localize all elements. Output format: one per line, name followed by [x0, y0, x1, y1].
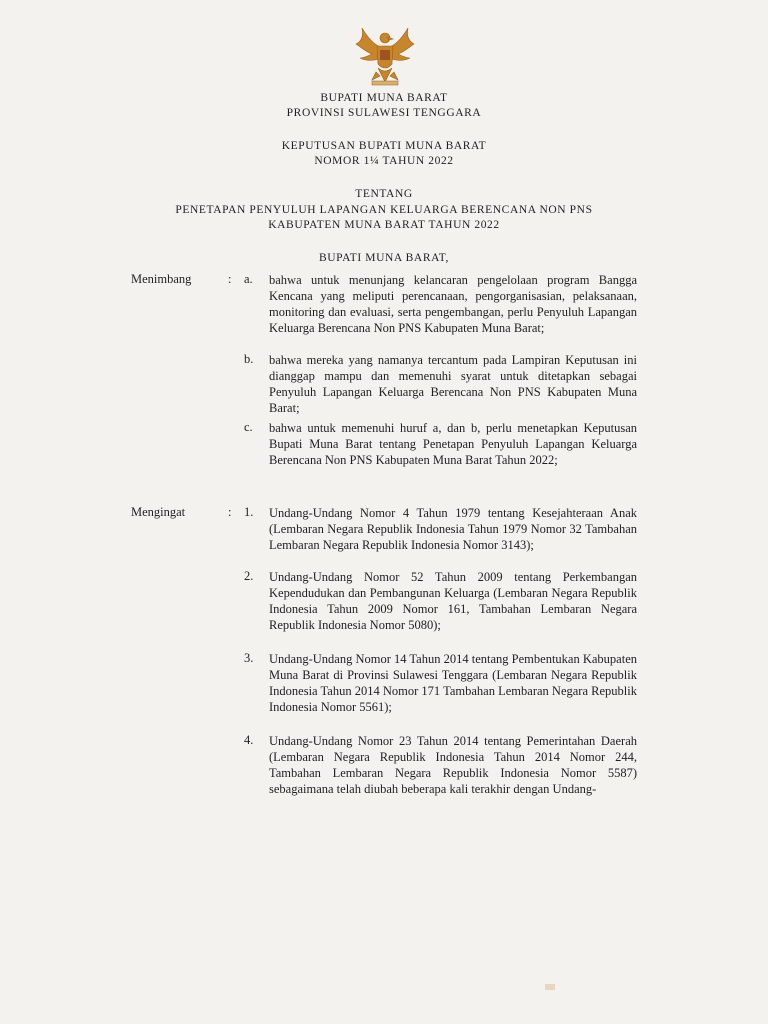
- mengingat-item-4-marker: 4.: [244, 733, 254, 747]
- menimbang-item-c-text: bahwa untuk memenuhi huruf a, dan b, perlu menetapkan Keputusan Bupati Muna Barat tentang Penetapan Penyuluh Lapangan Keluarga Berencana Non PNS Kabupaten Muna Barat Tahun 2022;: [269, 421, 637, 467]
- decree-number: NOMOR 1¼ TAHUN 2022: [314, 155, 454, 167]
- mengingat-item-4-text: Undang-Undang Nomor 23 Tahun 2014 tentang Pemerintahan Daerah (Lembaran Negara Republik Indonesia Tahun 2014 Nomor 244, Tambahan Lembaran Negara Republik Indonesia Nomor 5587) sebagaimana telah diubah beberapa kali terakhir dengan Undang-: [269, 734, 637, 796]
- menimbang-item-b-marker: b.: [244, 352, 254, 366]
- province-heading: PROVINSI SULAWESI TENGGARA: [286, 107, 482, 119]
- garuda-emblem-icon: [350, 24, 420, 88]
- menimbang-item-a-text: bahwa untuk menunjang kelancaran pengelolaan program Bangga Kencana yang meliputi perencanaan, pengorganisasian, pelaksanaan, monitoring dan evaluasi, serta pengembangan, perlu Penyuluh Lapangan Keluarga Berencana Non PNS Kabupaten Muna Barat;: [269, 273, 637, 335]
- menimbang-item-c-marker: c.: [244, 420, 253, 434]
- official-heading: BUPATI MUNA BARAT: [320, 92, 448, 104]
- decree-title: KEPUTUSAN BUPATI MUNA BARAT: [281, 140, 487, 152]
- menimbang-item-a-marker: a.: [244, 272, 253, 286]
- subject-line-1: PENETAPAN PENYULUH LAPANGAN KELUARGA BERENCANA NON PNS: [175, 204, 593, 216]
- mengingat-label: Mengingat: [131, 505, 186, 519]
- mengingat-colon: :: [228, 505, 232, 519]
- mengingat-item-3-text: Undang-Undang Nomor 14 Tahun 2014 tentang Pembentukan Kabupaten Muna Barat di Provinsi Sulawesi Tenggara (Lembaran Negara Republik Indonesia Tahun 2014 Nomor 171 Tambahan Lembaran Negara Republik Indonesia Nomor 5561);: [269, 652, 637, 714]
- scan-smudge: [545, 984, 555, 990]
- mengingat-item-1-text: Undang-Undang Nomor 4 Tahun 1979 tentang Kesejahteraan Anak (Lembaran Negara Republik Indonesia Tahun 1979 Nomor 32 Tambahan Lembaran Negara Republik Indonesia Nomor 3143);: [269, 506, 637, 552]
- menimbang-colon: :: [228, 272, 232, 286]
- subject-line-2: KABUPATEN MUNA BARAT TAHUN 2022: [268, 219, 500, 231]
- about-label: TENTANG: [355, 188, 413, 200]
- menimbang-item-b-text: bahwa mereka yang namanya tercantum pada Lampiran Keputusan ini dianggap mampu dan memenuhi syarat untuk ditetapkan sebagai Penyuluh Lapangan Keluarga Berencana Non PNS Kabupaten Muna Barat;: [269, 353, 637, 415]
- mengingat-item-1-marker: 1.: [244, 505, 254, 519]
- issuer-heading: BUPATI MUNA BARAT,: [319, 252, 449, 264]
- mengingat-item-3-marker: 3.: [244, 651, 254, 665]
- mengingat-item-2-marker: 2.: [244, 569, 254, 583]
- menimbang-label: Menimbang: [131, 272, 192, 286]
- mengingat-item-2-text: Undang-Undang Nomor 52 Tahun 2009 tentang Perkembangan Kependudukan dan Pembangunan Keluarga (Lembaran Negara Republik Indonesia Tahun 2009 Nomor 161, Tambahan Lembaran Negara Republik Indonesia Nomor 5080);: [269, 570, 637, 632]
